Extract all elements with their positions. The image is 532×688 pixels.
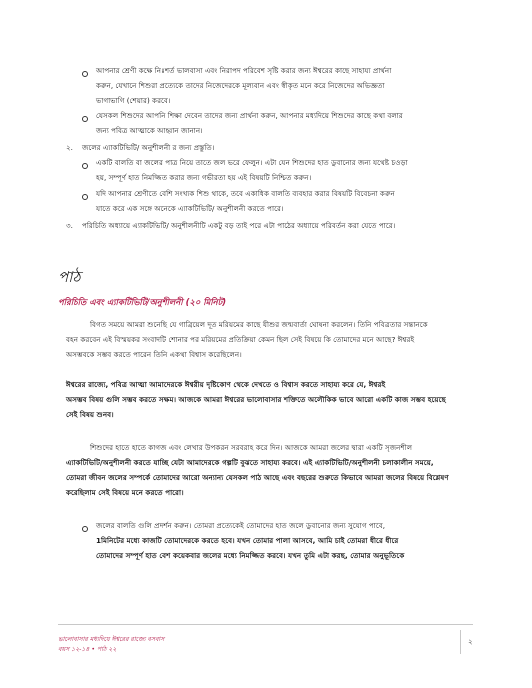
bullet-circle-icon bbox=[82, 163, 88, 169]
bullet-line: যদি আপনার শ্রেণীতে বেশি সংখ্যক শিশু থাকে, তবে একাধিক বালতি ব্যবহার করার বিষয়টি বিবেচনা করুন bbox=[96, 189, 395, 198]
bullet-circle-icon bbox=[82, 116, 88, 122]
section-subtitle: পরিচিতি এবং এ্যাকটিভিটি/অনুশীলনী (২০ মিনিট) bbox=[58, 297, 227, 307]
list-number: ৩. bbox=[66, 221, 73, 230]
bullet-line: একটি বালতি বা জলের পাত্র নিয়ে তাতে জল ভরে ফেলুন। এটা যেন শিশুদের হাত ডুবানোর জন্য যথেষ্ট চওড়া bbox=[96, 158, 408, 167]
paragraph-line: এ্যাকটিভিটি/অনুশীলনী করতে যাচ্ছি যেটা আমাদেরকে গল্পটি বুঝতে সাহায্য করবে। এই এ্যাকটিভিটি/অনুশীলনী চলাকালীন সময়ে, bbox=[66, 458, 434, 467]
paragraph-line: অসম্ভব বিষয় গুলি সম্ভব করতে সক্ষম। আজকে আমরা ঈশ্বরের ভালোবাসার শক্তিতে অলৌকিক ভাবে আরো একটি কাজ সম্ভব হয়েছে bbox=[66, 395, 446, 404]
bullet-line: যেসকল শিশুদের আপনি শিক্ষা দেবেন তাদের জন্য প্রার্থনা করুন, আপনার মধ্যদিয়ে শিশুদের কাছে কথা বলার bbox=[96, 111, 403, 120]
paragraph-line: সেই বিষয় শুনব। bbox=[66, 410, 114, 419]
footer-separator bbox=[460, 630, 461, 654]
footer-subtitle: বয়স ১২-১৪ • পাঠ ২২ bbox=[58, 646, 117, 653]
bullet-circle-icon bbox=[82, 526, 88, 532]
footer-divider bbox=[58, 624, 473, 625]
paragraph-line: শিশুদের হাতে হাতে কাগজ এবং লেখার উপকরন সরবরাহ করে দিন। আজকে আমরা জলের দ্বারা একটি সৃজনশীল bbox=[90, 443, 413, 452]
bullet-line: তোমাদের সম্পূর্ণ হাত বেশ কয়েকবার জলের মধ্যে নিমজ্জিত করবে। যখন তুমি এটা করছ, তোমার অনুভূতিকে bbox=[96, 551, 405, 560]
bullet-line: যাতে করে এক সঙ্গে অনেকে এ্যাকটিভিটি/ অনুশীলনী করতে পারে। bbox=[96, 204, 284, 213]
paragraph-line: ঈশ্বরের রাজ্যে, পবিত্র আত্মা আমাদেরকে ঈশ্বরীয় দৃষ্টিকোণ থেকে দেখতে ও বিশ্বাস করতে সাহায্য করে যে, ঈশ্বরই bbox=[66, 380, 386, 389]
bullet-line: জন্য পবিত্র আত্মাকে আহ্বান জানান। bbox=[96, 126, 203, 135]
bullet-line: জলের বালতি গুলি প্রদর্শন করুন। তোমরা প্রত্যেকেই তোমাদের হাত জলে ডুবানোর জন্য সুযোগ পাবে, bbox=[96, 521, 386, 530]
page-number: ২ bbox=[468, 638, 473, 646]
list-number: ২. bbox=[66, 143, 73, 152]
list-item-text: জলের এ্যাকটিভিটি/ অনুশীলনী র জন্য প্রস্তুতি। bbox=[82, 143, 215, 152]
footer-title: ভালোবাসার মধ্যদিয়ে ঈশ্বরের রাজ্যে বসবাস bbox=[58, 636, 165, 643]
paragraph-line: বহন করবেন এই বিস্ময়কর সংবাদটি শোনার পর মরিয়মের প্রতিক্রিয়া কেমন ছিল সেই বিষয়ে কি তোমাদের মনে আছে? ঈশ্বরই bbox=[66, 335, 415, 344]
bullet-line: হয়, সম্পূর্ণ হাত নিমজ্জিত করার জন্য গভীরতা হয় এই বিষয়টি নিশ্চিত করুন। bbox=[96, 173, 312, 182]
bullet-line: করুন, যেখানে শিশুরা প্রত্যেকে তাদের নিজেদেরকে মূল্যবান এবং স্বীকৃত মনে করে নিজেদের অভিজ্ঞতা bbox=[96, 81, 385, 90]
bullet-line: ভাগাভাগি (শেয়ার) করবে। bbox=[96, 96, 171, 105]
paragraph-line: তোমরা জীবন জলের সম্পর্কে তোমাদের আরো অন্যান্য যেসকল পাঠ আছে এবং বছরের শুরুতে কিভাবে আমরা জলের বিষয়ে বিশ্লেষণ bbox=[66, 473, 449, 482]
list-item-text: পরিচিতি অধ্যায়ে এ্যাকটিভিটি/ অনুশীলনীটি একটু বড় তাই পরে এটা পাঠের অধ্যায়ে পরিবর্তন করা যেতে পারে। bbox=[82, 221, 396, 230]
bullet-circle-icon bbox=[82, 194, 88, 200]
bullet-line: আপনার শ্রেণী কক্ষে নিঃশর্ত ভালবাসা এবং নিরাপদ পরিবেশ সৃষ্টি করার জন্য ঈশ্বরের কাছে সাহায্য প্রার্থনা bbox=[96, 66, 392, 75]
section-title: পাঠ bbox=[58, 268, 81, 286]
bullet-line: 1মিনিটের মধ্যে কাজটি তোমাদেরকে করতে হবে। যখন তোমার পালা আসবে, আমি চাই তোমরা ধীরে ধীরে bbox=[96, 536, 399, 545]
bullet-circle-icon bbox=[82, 71, 88, 77]
paragraph-line: বিগত সময়ে আমরা শুনেছি যে গাব্রিয়েল দূত মরিয়মের কাছে যীশুর জন্মবার্তা ঘোষনা করলেন। তিনি পবিত্রতার সন্তানকে bbox=[90, 320, 428, 329]
paragraph-line: অসম্ভবকে সম্ভব করতে পারেন তিনি একথা বিশ্বাস করেছিলেন। bbox=[66, 350, 242, 359]
paragraph-line: করেছিলাম সেই বিষয়ে মনে করতে পারো। bbox=[66, 488, 184, 497]
